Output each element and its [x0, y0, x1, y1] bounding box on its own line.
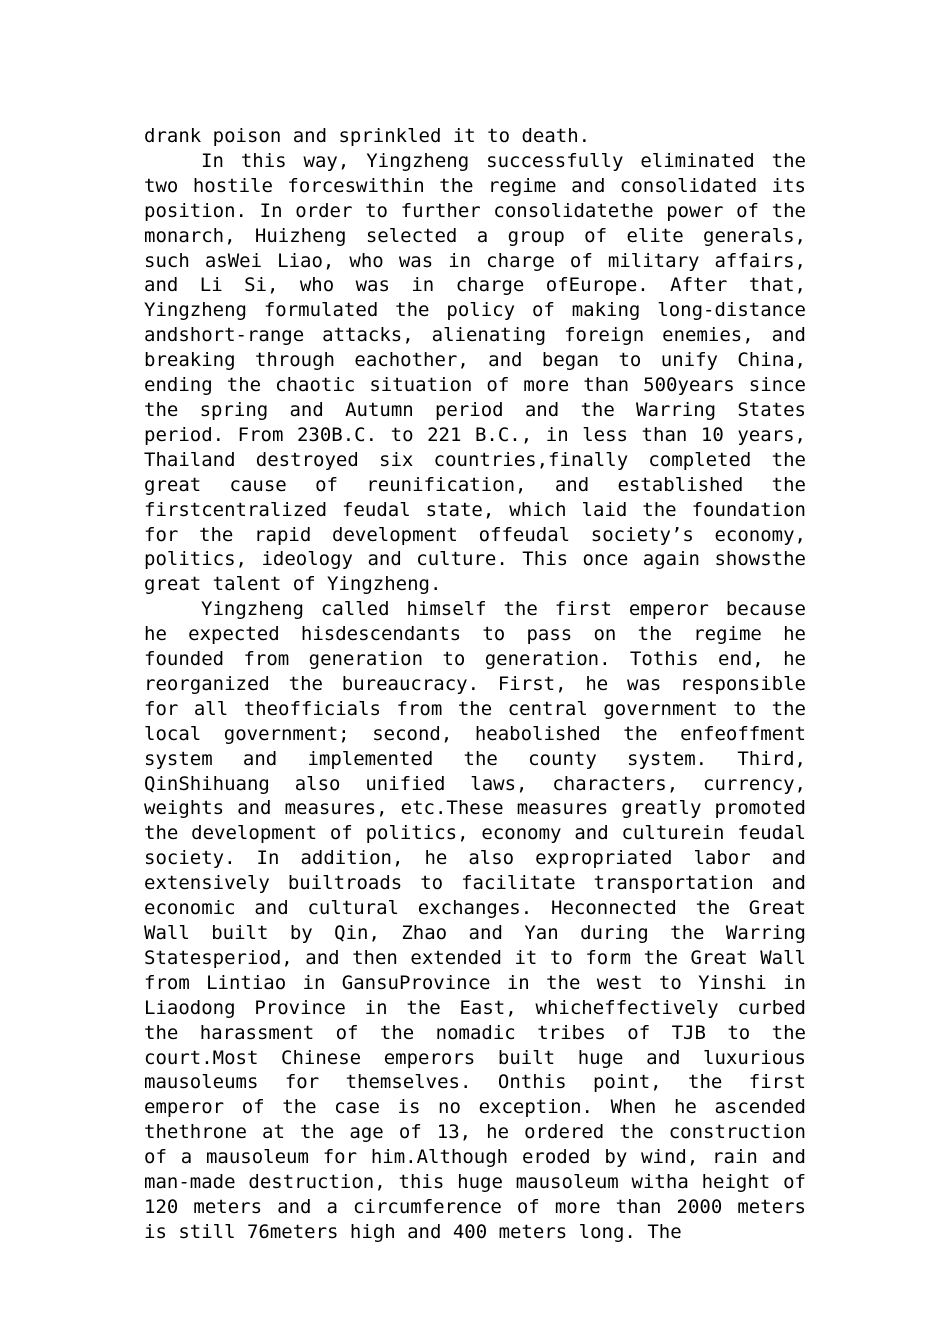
- paragraph-first-emperor: Yingzheng called himself the first emperor because he expected hisdescendants to pass on the regime he founded from generation to generation. Tothis end, he reorganized the bureaucracy. First, he was responsible for all theofficials from the central government to the local government; second, heabolished the enfeoffment system and implemented the county system. Third, QinShihuang also unified laws, characters, currency, weights and measures, etc.These measures greatly promoted the development of politics, economy and culturein feudal society. In addition, he also expropriated labor and extensively builtroads to facilitate transportation and economic and cultural exchanges. Heconnected the Great Wall built by Qin, Zhao and Yan during the Warring Statesperiod, and then extended it to form the Great Wall from Lintiao in GansuProvince in the west to Yinshi in Liaodong Province in the East, whicheffectively curbed the harassment of the nomadic tribes of TJB to the court.Most Chinese emperors built huge and luxurious mausoleums for themselves. Onthis point, the first emperor of the case is no exception. When he ascended thethrone at the age of 13, he ordered the construction of a mausoleum for him.Although eroded by wind, rain and man-made destruction, this huge mausoleum witha height of 120 meters and a circumference of more than 2000 meters is still 76meters high and 400 meters long. The: [144, 598, 806, 1243]
- paragraph-continuation: drank poison and sprinkled it to death.: [144, 125, 591, 147]
- paragraph-unification: In this way, Yingzheng successfully eliminated the two hostile forceswithin the regime and consolidated its position. In order to further consolidatethe power of the monarch, Huizheng selected a group of elite generals, such asWei Liao, who was in charge of military affairs, and Li Si, who was in charge ofEurope. After that, Yingzheng formulated the policy of making long-distance andshort-range attacks, alienating foreign enemies, and breaking through eachother, and began to unify China, ending the chaotic situation of more than 500years since the spring and Autumn period and the Warring States period. From 230B.C. to 221 B.C., in less than 10 years, Thailand destroyed six countries,finally completed the great cause of reunification, and established the firstcentralized feudal state, which laid the foundation for the rapid development offeudal society’s economy, politics, ideology and culture. This once again showsthe great talent of Yingzheng.: [144, 149, 806, 596]
- document-page: [144, 124, 806, 1245]
